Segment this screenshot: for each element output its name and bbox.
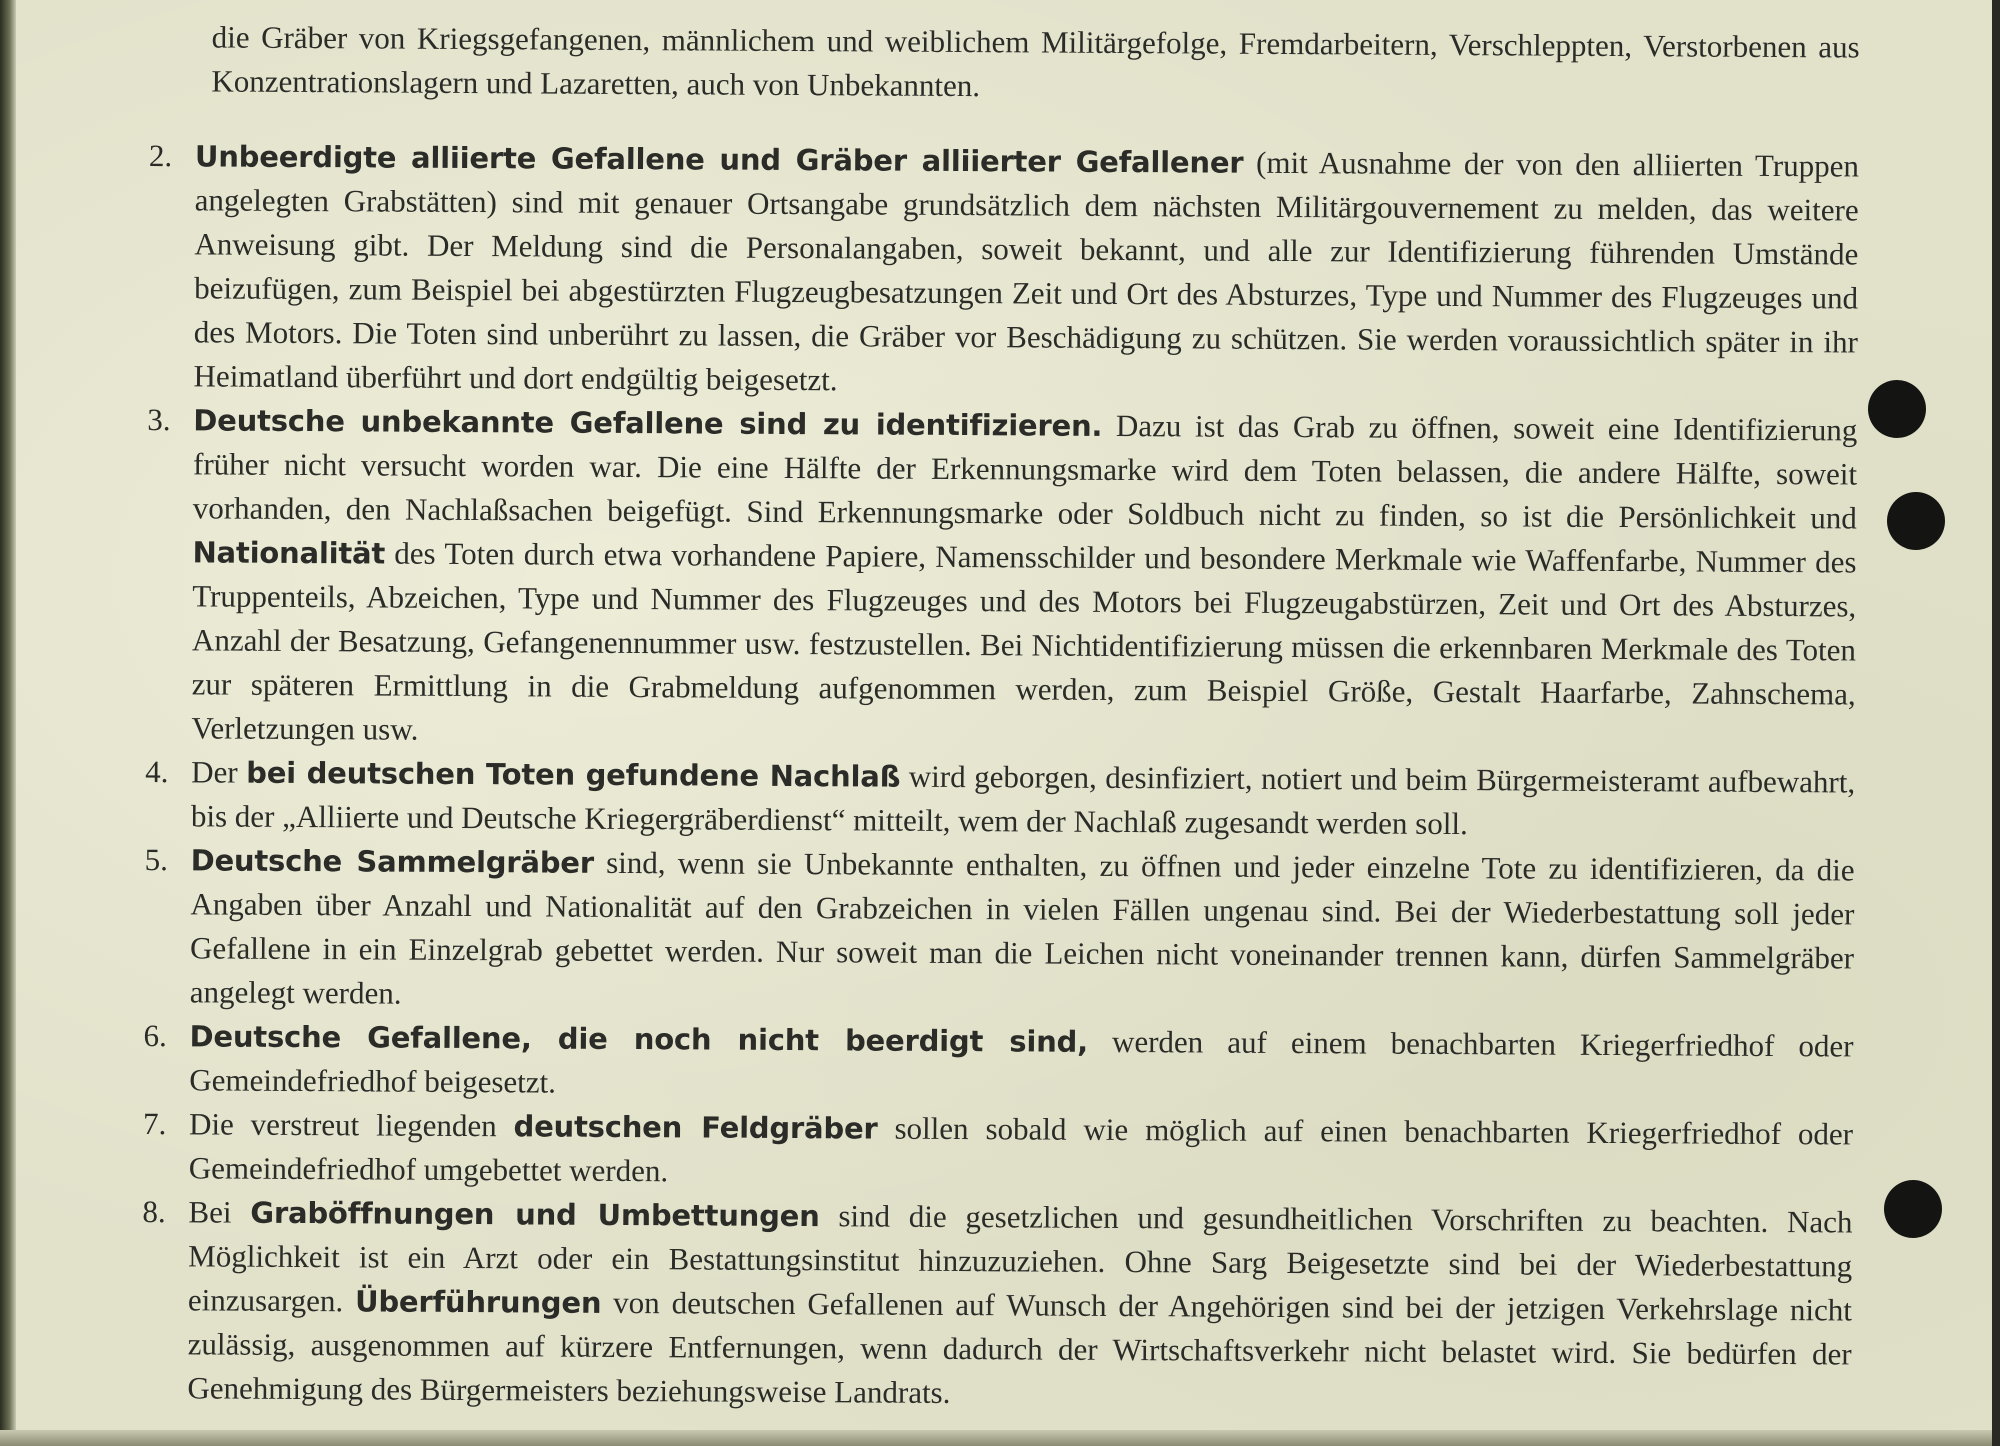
item-lead-text: Der (191, 754, 247, 790)
punch-hole-icon (1887, 492, 1945, 550)
list-item-5 (134, 838, 1855, 1025)
scan-left-edge (0, 0, 16, 1446)
item-text: Dazu ist das Grab zu öffnen, soweit eine Identifizierung früher nicht versucht worden war. Die eine Hälfte der Erkennungsmarke wird dem Toten belassen, die andere Hälfte, soweit vorhanden, den Nachlaßsachen beigefügt. Sind Erkennungsmarke oder Soldbuch nicht zu finden, so ist die Persönlichkeit und (192, 407, 1858, 536)
item-emphasis: Überführungen (354, 1284, 602, 1320)
item-number: 8. (142, 1194, 166, 1230)
list-item-2 (137, 134, 1859, 409)
list-item-7 (133, 1102, 1854, 1201)
item-emphasis: Nationalität (192, 535, 386, 571)
item-number: 4. (145, 754, 169, 790)
list-item-8 (131, 1190, 1852, 1421)
item-body (189, 1014, 1854, 1112)
intro-paragraph (139, 15, 1860, 114)
item-text: sind, wenn sie Unbekannte enthalten, zu öffnen und jeder einzelne Tote zu identifizieren, da die Angaben über Anzahl und Nationalität auf den Grabzeichen in vielen Fällen ungenau sind. Bei der Wiederbestattung soll jeder Gefallene in ein Einzelgrab gebettet werden. Nur soweit man die Leichen nicht voneinander trennen kann, dürfen Sammelgräber angelegt werden. (189, 844, 1855, 1011)
scan-bottom-edge (0, 1430, 1992, 1446)
item-heading: Unbeerdigte alliierte Gefallene und Gräber alliierter Gefallener (194, 139, 1244, 180)
item-heading: Deutsche Gefallene, die noch nicht beerdigt sind, (189, 1019, 1089, 1059)
item-body (190, 838, 1855, 1024)
item-heading: bei deutschen Toten gefundene Nachlaß (246, 755, 901, 794)
item-lead-text: Die verstreut liegenden (188, 1106, 514, 1144)
intro-text: die Gräber von Kriegsgefangenen, männlichem und weiblichem Militärgefolge, Fremdarbeitern, Verschleppten, Verstorbenen aus Konzentrationslagern und Lazaretten, auch von Unbekannten. (211, 19, 1860, 104)
item-heading: deutschen Feldgräber (513, 1109, 878, 1146)
punch-hole-icon (1884, 1180, 1942, 1238)
punch-hole-icon (1868, 380, 1926, 438)
item-body (191, 398, 1857, 760)
item-lead-text: Bei (188, 1194, 251, 1230)
item-text: sind die gesetzlichen und gesundheitlichen Vorschriften zu beachten. Nach Möglichkeit ist ein Arzt oder ein Bestattungsinstitut hinzuzuziehen. Ohne Sarg Beigesetzte sind bei der Wiederbestattung einzusargen. (187, 1198, 1853, 1319)
item-text: wird geborgen, desinfiziert, notiert und beim Bürgermeisteramt aufbewahrt, bis der „Alliierte und Deutsche Kriegergräberdienst“ mitteilt, wem der Nachlaß zugesandt werden soll. (190, 758, 1856, 842)
item-text: werden auf einem benachbarten Kriegerfriedhof oder Gemeindefriedhof beigesetzt. (189, 1023, 1854, 1100)
item-text: sollen sobald wie möglich auf einen benachbarten Kriegerfriedhof oder Gemeindefriedhof umgebettet werden. (188, 1110, 1854, 1189)
item-heading: Deutsche unbekannte Gefallene sind zu identifizieren. (193, 403, 1103, 443)
item-body (191, 750, 1856, 848)
item-text-continued: des Toten durch etwa vorhandene Papiere, Namensschilder und besondere Merkmale wie Waffenfarbe, Nummer des Truppenteils, Abzeichen, Type und Nummer des Flugzeuges und des Motors bei Flugzeugabstürzen, Zeit und Ort des Absturzes, Anzahl der Besatzung, Gefangenennummer usw. festzustellen. Bei Nichtidentifizierung müssen die erkennbaren Merkmale des Toten zur späteren Ermittlung in die Grabmeldung aufgenommen werden, zum Beispiel Größe, Gestalt Haarfarbe, Zahnschema, Verletzungen usw. (191, 535, 1857, 747)
list-item-6 (133, 1014, 1854, 1113)
list-item-4 (135, 750, 1856, 849)
item-number: 2. (148, 138, 173, 174)
item-heading: Graböffnungen und Umbettungen (250, 1195, 820, 1234)
item-number: 3. (147, 402, 171, 438)
item-number: 7. (142, 1106, 167, 1142)
document-text (131, 0, 1860, 1420)
item-number: 6. (143, 1018, 167, 1054)
item-body (187, 1190, 1852, 1420)
scan-right-edge (1992, 0, 2000, 1446)
item-number: 5. (144, 842, 169, 878)
item-text: (mit Ausnahme der von den alliierten Truppen angelegten Grabstätten) sind mit genauer Ortsangabe grundsätzlich dem nächsten Militärgouvernement zu melden, das weitere Anweisung gibt. Der Meldung sind die Personalangaben, soweit bekannt, und alle zur Identifizierung führenden Umstände beizufügen, zum Beispiel bei abgestürzten Flugzeugbesatzungen Zeit und Ort des Absturzes, Type und Nummer des Flugzeuges und des Motors. Die Toten sind unberührt zu lassen, die Gräber vor Beschädigung zu schützen. Sie werden voraussichtlich später in ihr Heimatland überführt und dort endgültig beigesetzt. (193, 144, 1860, 398)
item-body (193, 134, 1859, 408)
list-item-3 (135, 398, 1857, 761)
item-body (189, 1102, 1854, 1200)
item-text-continued: von deutschen Gefallenen auf Wunsch der Angehörigen sind bei der jetzigen Verkehrslage nicht zulässig, ausgenommen auf kürzere Entfernungen, wenn dadurch der Wirtschaftsverkehr nicht belastet wird. Sie bedürfen der Genehmigung des Bürgermeisters beziehungsweise Landrats. (187, 1284, 1853, 1410)
item-heading: Deutsche Sammelgräber (190, 843, 595, 880)
